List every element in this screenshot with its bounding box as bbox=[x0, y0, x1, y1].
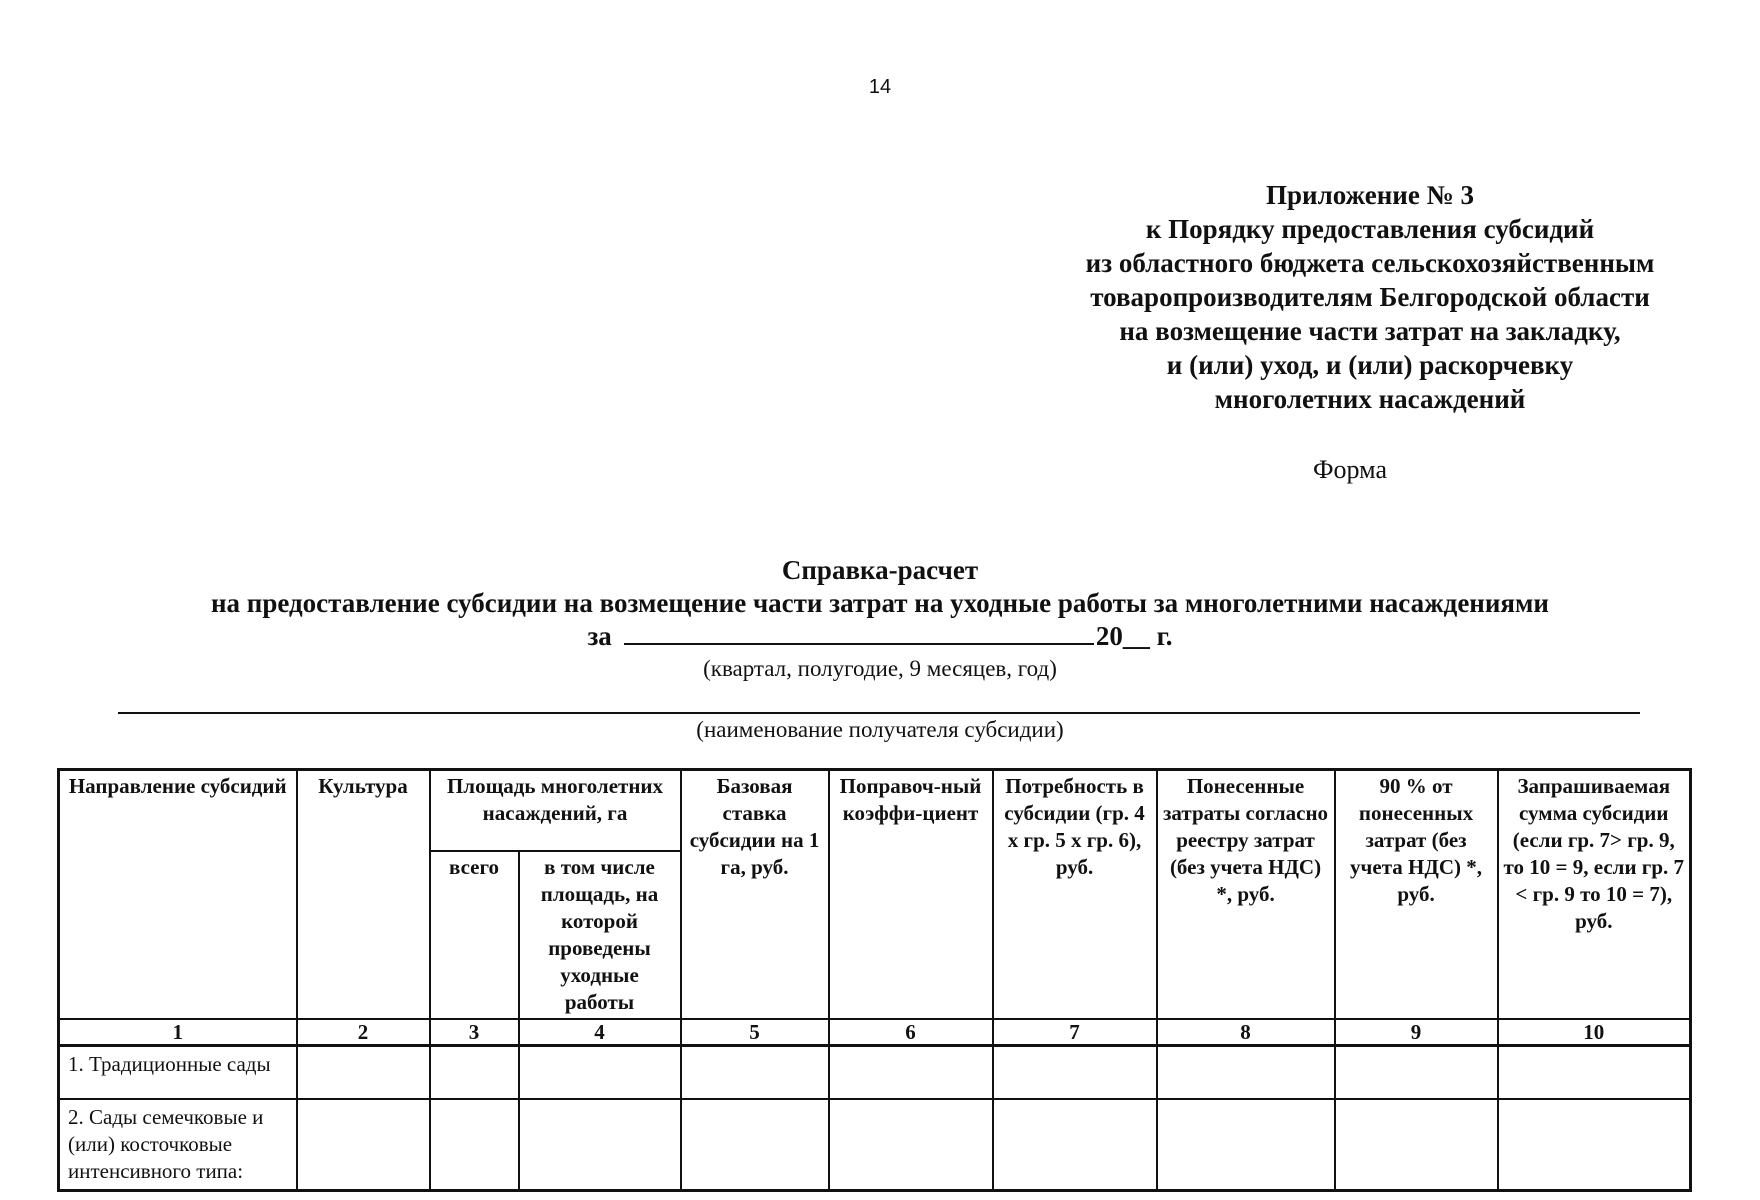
recipient-hint: (наименование получателя субсидии) bbox=[696, 717, 1064, 742]
table-cell[interactable] bbox=[681, 1099, 829, 1191]
column-number: 8 bbox=[1157, 1019, 1335, 1046]
header-requested-amount: Запрашиваемая сумма субсидии (если гр. 7> гр. 9, то 10 = 9, если гр. 7 < гр. 9 то 10 = 7), руб. bbox=[1498, 770, 1691, 1019]
period-prefix: за bbox=[587, 621, 612, 651]
table-cell[interactable] bbox=[519, 1099, 681, 1191]
appendix-line: на возмещение части затрат на закладку, bbox=[1119, 316, 1621, 346]
header-area-maintained: в том числе площадь, на которой проведены уходные работы bbox=[519, 851, 681, 1019]
appendix-line: Приложение № 3 bbox=[1266, 180, 1474, 210]
column-number: 9 bbox=[1335, 1019, 1498, 1046]
table-cell[interactable] bbox=[1498, 1099, 1691, 1191]
header-direction: Направление субсидий bbox=[59, 770, 297, 1019]
column-number: 7 bbox=[993, 1019, 1157, 1046]
table-cell[interactable] bbox=[297, 1045, 430, 1099]
period-suffix: 20__ г. bbox=[1095, 621, 1173, 651]
header-base-rate: Базовая ставка субсидии на 1 га, руб. bbox=[681, 770, 829, 1019]
column-number: 5 bbox=[681, 1019, 829, 1046]
header-incurred-costs: Понесенные затраты согласно реестру затрат (без учета НДС) *, руб. bbox=[1157, 770, 1335, 1019]
column-number: 1 bbox=[59, 1019, 297, 1046]
title-line-2: на предоставление субсидии на возмещение части затрат на уходные работы за многолетними насаждениями bbox=[211, 588, 1549, 618]
table-cell[interactable] bbox=[297, 1099, 430, 1191]
appendix-line: товаропроизводителям Белгородской области bbox=[1090, 282, 1650, 312]
header-area-group: Площадь многолетних насаждений, га bbox=[430, 770, 681, 851]
header-90-percent: 90 % от понесенных затрат (без учета НДС) *, руб. bbox=[1335, 770, 1498, 1019]
appendix-line: из областного бюджета сельскохозяйственным bbox=[1085, 248, 1655, 278]
table-cell[interactable] bbox=[829, 1099, 993, 1191]
table-cell[interactable] bbox=[1335, 1099, 1498, 1191]
table-cell[interactable] bbox=[519, 1045, 681, 1099]
table-cell[interactable] bbox=[829, 1045, 993, 1099]
header-culture: Культура bbox=[297, 770, 430, 1019]
appendix-line: к Порядку предоставления субсидий bbox=[1145, 214, 1595, 244]
row-label-intensive-gardens: 2. Сады семечковые и (или) косточковые интенсивного типа: bbox=[59, 1099, 297, 1191]
appendix-line: и (или) уход, и (или) раскорчевку bbox=[1166, 350, 1574, 380]
table-cell[interactable] bbox=[993, 1045, 1157, 1099]
table-cell[interactable] bbox=[430, 1045, 519, 1099]
period-blank-line[interactable] bbox=[624, 621, 1094, 645]
column-number: 4 bbox=[519, 1019, 681, 1046]
column-number: 2 bbox=[297, 1019, 430, 1046]
column-number: 3 bbox=[430, 1019, 519, 1046]
table-cell[interactable] bbox=[1157, 1099, 1335, 1191]
column-number: 6 bbox=[829, 1019, 993, 1046]
form-label: Форма bbox=[1313, 455, 1387, 484]
table-row bbox=[59, 1045, 1691, 1099]
recipient-name-line[interactable] bbox=[118, 712, 1640, 714]
table-cell[interactable] bbox=[681, 1045, 829, 1099]
row-label-traditional-gardens: 1. Традиционные сады bbox=[59, 1045, 297, 1099]
header-area-total: всего bbox=[430, 851, 519, 1019]
title-line-1: Справка-расчет bbox=[781, 555, 979, 585]
appendix-header bbox=[1030, 178, 1710, 416]
header-correction-factor: Поправоч-ный коэффи-циент bbox=[829, 770, 993, 1019]
table-cell[interactable] bbox=[1335, 1045, 1498, 1099]
page-number: 14 bbox=[868, 76, 892, 98]
header-subsidy-need: Потребность в субсидии (гр. 4 х гр. 5 х гр. 6), руб. bbox=[993, 770, 1157, 1019]
table-cell[interactable] bbox=[993, 1099, 1157, 1191]
period-hint: (квартал, полугодие, 9 месяцев, год) bbox=[703, 656, 1057, 681]
column-number: 10 bbox=[1498, 1019, 1691, 1046]
table-cell[interactable] bbox=[430, 1099, 519, 1191]
column-number-row bbox=[59, 1019, 1691, 1046]
appendix-line: многолетних насаждений bbox=[1214, 384, 1526, 414]
document-title bbox=[0, 554, 1760, 653]
title-period-line bbox=[0, 620, 1760, 653]
subsidy-calculation-table bbox=[57, 768, 1692, 1192]
table-cell[interactable] bbox=[1157, 1045, 1335, 1099]
table-row bbox=[59, 1099, 1691, 1191]
table-cell[interactable] bbox=[1498, 1045, 1691, 1099]
